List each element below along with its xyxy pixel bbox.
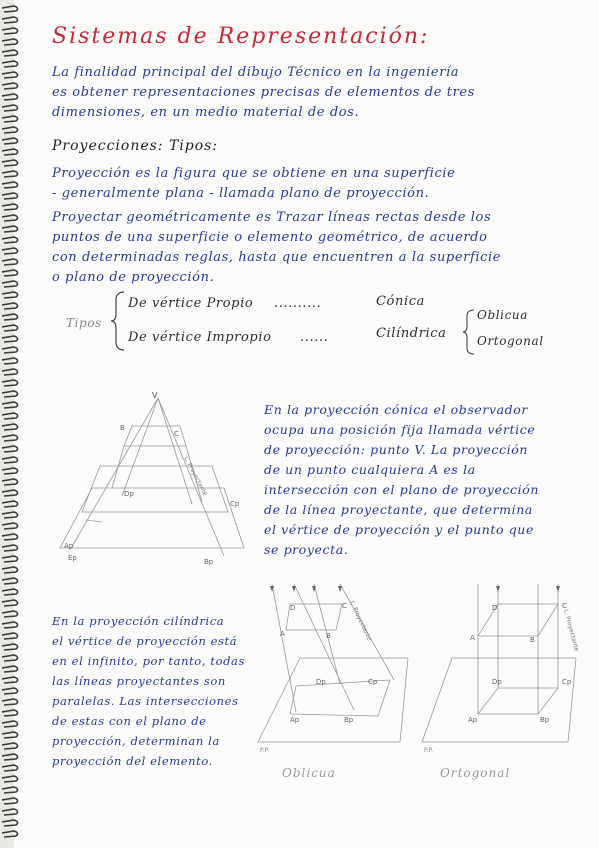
- conica-line-3: de proyección: punto V. La proyección: [264, 442, 528, 457]
- tipo-propio-label: De vértice Propio: [128, 296, 254, 311]
- label-ap: Ap: [64, 542, 74, 550]
- intro-line-1: La finalidad principal del dibujo Técnico en la ingeniería: [52, 65, 460, 80]
- ort-label-ap: Ap: [468, 716, 478, 724]
- obl-label-a: A: [280, 630, 285, 638]
- cilindrica-line-1: En la proyección cilíndrica: [52, 614, 225, 628]
- definition-line-4: puntos de una superficie o elemento geométrico, de acuerdo: [52, 230, 488, 245]
- conica-figure: [52, 388, 252, 574]
- obl-label-cp: Cp: [368, 678, 378, 686]
- obl-label-ap: Ap: [290, 716, 300, 724]
- definition-line-5: con determinadas reglas, hasta que encuentren a la superficie: [52, 250, 502, 265]
- caption-ortogonal: Ortogonal: [440, 766, 511, 780]
- cilindrica-line-4: las líneas proyectantes son: [52, 674, 226, 688]
- ort-label-d: D: [492, 604, 498, 612]
- obl-label-plane: P.P.: [260, 747, 270, 754]
- ort-label-bp: Bp: [540, 716, 550, 724]
- label-ep: Ep: [68, 554, 77, 562]
- tipo-propio-dots: ..........: [274, 296, 322, 311]
- label-v: V: [152, 391, 158, 400]
- subtipo-oblicua: Oblicua: [477, 308, 528, 322]
- section-heading: Proyecciones: Tipos:: [52, 138, 219, 154]
- ortogonal-figure: [418, 580, 588, 760]
- label-dp: Dp: [124, 490, 134, 498]
- obl-label-dp: Dp: [316, 678, 326, 686]
- conica-line-2: ocupa una posición fija llamada vértice: [264, 422, 536, 437]
- label-cp: Cp: [230, 500, 240, 508]
- conica-line-7: el vértice de proyección y el punto que: [264, 522, 534, 537]
- obl-label-bp: Bp: [344, 716, 354, 724]
- page-title: Sistemas de Representación:: [52, 24, 430, 49]
- definition-line-6: o plano de proyección.: [52, 270, 215, 285]
- spiral-binding: [0, 0, 36, 848]
- ort-label-b: B: [530, 636, 535, 644]
- label-proyectante-1: L. Proyectante: [182, 455, 209, 497]
- cilindrica-line-3: en el infinito, por tanto, todas: [52, 654, 246, 668]
- ort-label-a: A: [470, 634, 475, 642]
- label-b: B: [120, 424, 125, 432]
- obl-label-c: C: [342, 602, 347, 610]
- label-bp: Bp: [204, 558, 214, 566]
- obl-label-proyectante: L. Proyectante: [348, 599, 373, 642]
- ort-label-c: C: [562, 602, 567, 610]
- cilindrica-line-7: proyección, determinan la: [52, 734, 220, 748]
- cilindrica-line-5: paralelas. Las intersecciones: [52, 694, 239, 708]
- intro-line-2: es obtener representaciones precisas de elementos de tres: [52, 85, 475, 100]
- definition-line-1: Proyección es la figura que se obtiene en una superficie: [52, 166, 456, 181]
- conica-line-5: intersección con el plano de proyección: [264, 482, 540, 497]
- ort-label-proyectante: L. Proyectante: [562, 608, 580, 653]
- subtipos-brace: [462, 308, 478, 356]
- tipo-impropio-dots: ......: [300, 330, 329, 345]
- caption-oblicua: Oblicua: [282, 766, 336, 780]
- ort-label-cp: Cp: [562, 678, 572, 686]
- cilindrica-line-6: de estas con el plano de: [52, 714, 207, 728]
- tipo-cilindrica-label: Cilíndrica: [376, 326, 447, 341]
- subtipo-ortogonal: Ortogonal: [477, 334, 544, 348]
- tipos-label: Tipos: [66, 316, 102, 330]
- tipo-conica-label: Cónica: [376, 294, 425, 309]
- obl-label-d: D: [290, 604, 296, 612]
- conica-line-1: En la proyección cónica el observador: [264, 402, 528, 417]
- tipo-impropio-label: De vértice Impropio: [128, 330, 272, 345]
- obl-label-b: B: [326, 632, 331, 640]
- definition-line-2: - generalmente plana - llamada plano de proyección.: [52, 186, 430, 201]
- intro-line-3: dimensiones, en un medio material de dos.: [52, 105, 360, 120]
- oblicua-plane: [258, 658, 408, 742]
- cilindrica-line-2: el vértice de proyección está: [52, 634, 238, 648]
- oblicua-figure: [250, 580, 420, 760]
- cilindrica-line-8: proyección del elemento.: [52, 754, 213, 768]
- ort-label-dp: Dp: [492, 678, 502, 686]
- label-c: C: [174, 430, 179, 438]
- tipos-brace: [110, 290, 130, 352]
- definition-line-3: Proyectar geométricamente es Trazar líneas rectas desde los: [52, 210, 492, 225]
- ortogonal-plane: [422, 658, 576, 742]
- conica-line-4: de un punto cualquiera A es la: [264, 462, 476, 477]
- conica-line-8: se proyecta.: [264, 542, 349, 557]
- conica-line-6: de la línea proyectante, que determina: [264, 502, 533, 517]
- ort-label-plane: P.P.: [424, 747, 434, 754]
